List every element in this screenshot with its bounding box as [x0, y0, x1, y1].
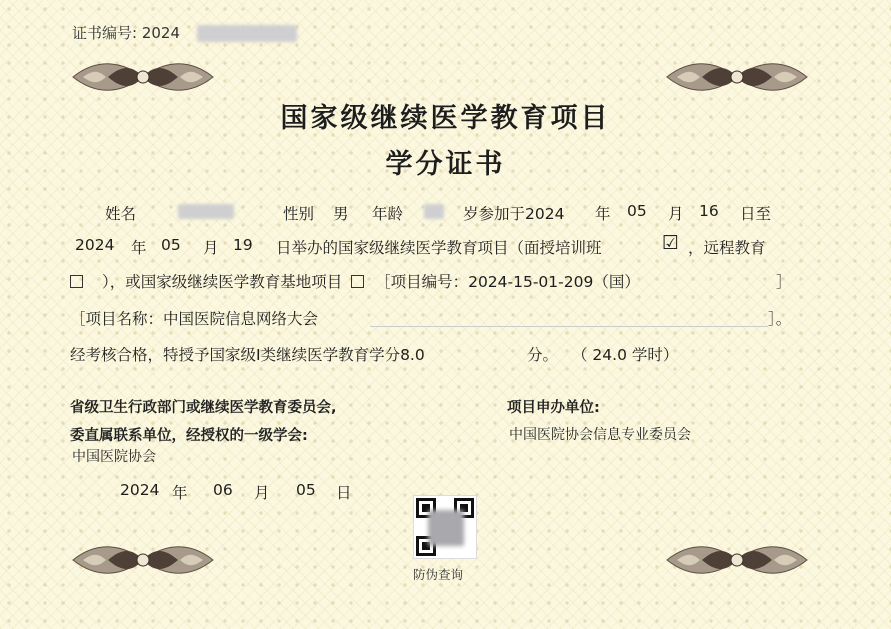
left-org-line1: 省级卫生行政部门或继续医学教育委员会,: [70, 400, 337, 416]
end-month: 05: [161, 236, 181, 254]
credit-unit: 分。: [527, 346, 559, 364]
qr-caption: 防伪查询: [413, 567, 464, 582]
credit-statement: 经考核合格，特授予国家级I类继续医学教育学分8.0: [70, 346, 425, 364]
age-label: 年龄: [372, 205, 404, 223]
project-number-close: ］: [776, 273, 792, 291]
ornament-top-left: [68, 52, 218, 102]
redacted-name: [178, 204, 234, 219]
checkbox-checked-icon: ☑: [662, 232, 680, 254]
title-main: 国家级继续医学教育项目: [280, 103, 611, 134]
title-sub: 学分证书: [385, 149, 506, 180]
redacted-qr: [428, 510, 464, 546]
end-month-word: 月: [203, 239, 219, 257]
issue-year: 2024: [120, 481, 160, 499]
project-name-close: ］。: [768, 310, 792, 328]
redacted-age: [424, 204, 444, 219]
issue-month: 06: [213, 481, 233, 499]
gender-value: 男: [333, 205, 349, 223]
start-year-word: 年: [595, 205, 611, 223]
verification-qr-code[interactable]: [413, 495, 477, 559]
issue-month-word: 月: [254, 484, 270, 502]
left-org-line2: 委直属联系单位，经授权的一级学会:: [70, 428, 308, 444]
underline: [370, 326, 768, 327]
redacted-number: [197, 25, 297, 42]
certificate-number: 证书编号: 2024: [72, 24, 180, 42]
start-month-word: 月: [668, 205, 684, 223]
left-org-name: 中国医院协会: [72, 449, 156, 465]
end-year: 2024: [75, 236, 115, 254]
checkbox-empty-icon: [70, 275, 83, 288]
credit-hours: （ 24.0 学时）: [572, 346, 679, 364]
start-day: 16: [699, 202, 719, 220]
end-year-word: 年: [131, 239, 147, 257]
remote-education-text: ，远程教育: [688, 239, 766, 257]
name-label: 姓名: [105, 205, 137, 223]
ornament-top-right: [662, 52, 812, 102]
end-day: 19: [233, 236, 253, 254]
right-org-label: 项目申办单位:: [507, 400, 600, 416]
participated-text: 岁参加于2024: [463, 205, 565, 223]
base-project-text: ），或国家级继续医学教育基地项目: [101, 273, 343, 291]
ornament-bottom-left: [68, 535, 218, 585]
issue-year-word: 年: [172, 484, 188, 502]
start-month: 05: [627, 202, 647, 220]
issue-day: 05: [296, 481, 316, 499]
issue-day-word: 日: [336, 484, 352, 502]
gender-label: 性别: [283, 205, 315, 223]
checkbox-empty-icon: [351, 275, 364, 288]
ornament-bottom-right: [662, 535, 812, 585]
right-org-name: 中国医院协会信息专业委员会: [509, 427, 691, 443]
project-name: ［项目名称：中国医院信息网络大会: [70, 310, 319, 328]
day-until: 日至: [740, 205, 772, 223]
event-description: 日举办的国家级继续医学教育项目（面授培训班: [276, 239, 602, 257]
line3: [70, 270, 640, 292]
project-number: ［项目编号：2024-15-01-209（国）: [375, 273, 640, 291]
